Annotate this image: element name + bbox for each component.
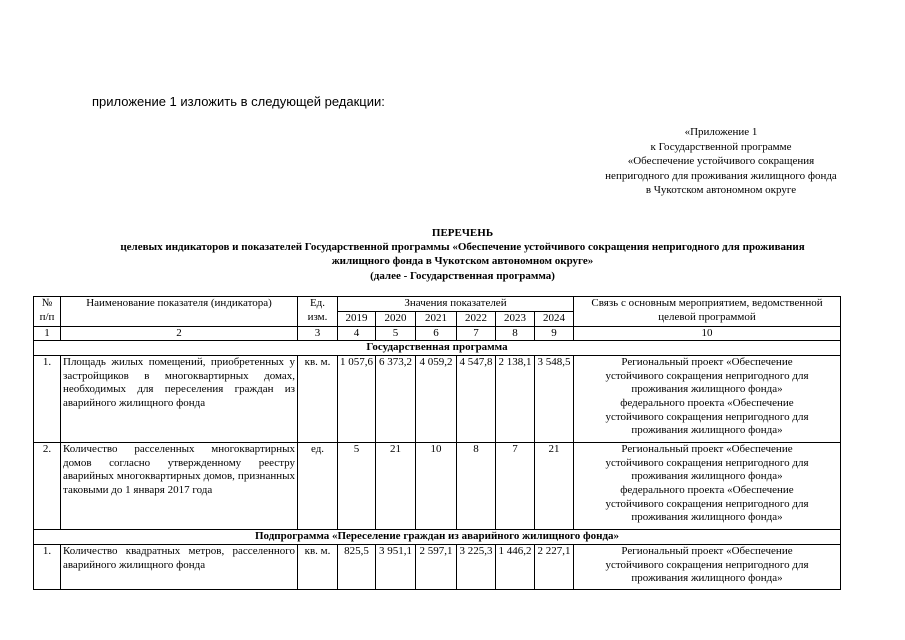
row-value: 4 059,2 bbox=[416, 356, 457, 443]
header-year: 2019 bbox=[338, 312, 376, 327]
row-num: 2. bbox=[34, 443, 61, 530]
row-link-line: проживания жилищного фонда» bbox=[631, 470, 783, 483]
row-link-line: федерального проекта «Обеспечение bbox=[620, 483, 794, 496]
column-number: 8 bbox=[496, 326, 535, 341]
row-link-line: проживания жилищного фонда» bbox=[631, 511, 783, 524]
row-num: 1. bbox=[34, 545, 61, 590]
row-link-line: устойчивого сокращения непригодного для bbox=[605, 456, 809, 469]
column-number: 2 bbox=[61, 326, 298, 341]
row-link bbox=[574, 356, 841, 443]
row-value: 2 138,1 bbox=[496, 356, 535, 443]
row-value: 3 225,3 bbox=[457, 545, 496, 590]
table-row bbox=[34, 545, 841, 590]
row-link-line: Региональный проект «Обеспечение bbox=[621, 443, 793, 456]
intro-text: приложение 1 изложить в следующей редакции: bbox=[92, 94, 385, 109]
row-link-line: устойчивого сокращения непригодного для bbox=[605, 369, 809, 382]
row-value: 10 bbox=[416, 443, 457, 530]
header-row bbox=[34, 297, 841, 312]
row-link-line: Региональный проект «Обеспечение bbox=[621, 545, 793, 558]
row-link-line: устойчивого сокращения непригодного для bbox=[605, 558, 809, 571]
section-row bbox=[34, 530, 841, 545]
row-link-line: проживания жилищного фонда» bbox=[631, 424, 783, 437]
title-heading: ПЕРЕЧЕНЬ bbox=[431, 227, 494, 239]
row-value: 8 bbox=[457, 443, 496, 530]
row-value: 7 bbox=[496, 443, 535, 530]
row-value: 2 597,1 bbox=[416, 545, 457, 590]
header-unit: Ед. изм. bbox=[298, 297, 338, 327]
row-value: 21 bbox=[535, 443, 574, 530]
header-num: № п/п bbox=[34, 297, 61, 327]
column-number: 6 bbox=[416, 326, 457, 341]
appendix-line: «Обеспечение устойчивого сокращения bbox=[627, 155, 815, 168]
section-title-program: Государственная программа bbox=[34, 341, 841, 356]
header-year: 2022 bbox=[457, 312, 496, 327]
column-number: 7 bbox=[457, 326, 496, 341]
table-row bbox=[34, 443, 841, 530]
row-value: 3 548,5 bbox=[535, 356, 574, 443]
title-line: целевых индикаторов и показателей Государственной программы «Обеспечение устойчивого сокращения непригодного для проживания bbox=[120, 241, 805, 254]
column-number: 3 bbox=[298, 326, 338, 341]
title-line: (далее - Государственная программа) bbox=[370, 269, 555, 282]
table-row bbox=[34, 356, 841, 443]
appendix-line: к Государственной программе bbox=[650, 140, 792, 153]
row-unit: ед. bbox=[298, 443, 338, 530]
row-link-line: Региональный проект «Обеспечение bbox=[621, 356, 793, 369]
section-title-subprogram: Подпрограмма «Переселение граждан из аварийного жилищного фонда» bbox=[34, 530, 841, 545]
appendix-line: «Приложение 1 bbox=[684, 126, 758, 138]
row-link bbox=[574, 545, 841, 590]
header-year: 2023 bbox=[496, 312, 535, 327]
appendix-line: непригодного для проживания жилищного фонда bbox=[605, 169, 837, 182]
row-value: 3 951,1 bbox=[376, 545, 416, 590]
row-value: 21 bbox=[376, 443, 416, 530]
row-value: 6 373,2 bbox=[376, 356, 416, 443]
row-unit: кв. м. bbox=[298, 545, 338, 590]
row-link-line: федерального проекта «Обеспечение bbox=[620, 396, 794, 409]
row-value: 825,5 bbox=[338, 545, 376, 590]
appendix-line: в Чукотском автономном округе bbox=[645, 184, 797, 197]
row-unit: кв. м. bbox=[298, 356, 338, 443]
column-number: 10 bbox=[574, 326, 841, 341]
section-row bbox=[34, 341, 841, 356]
row-value: 5 bbox=[338, 443, 376, 530]
row-link-line: проживания жилищного фонда» bbox=[631, 383, 783, 396]
row-value: 4 547,8 bbox=[457, 356, 496, 443]
row-indicator-name: Количество расселенных многоквартирных домов согласно утвержденному реестру аварийных многоквартирных домов, признанных таковыми до 1 января 2017 года bbox=[61, 443, 298, 530]
appendix-header bbox=[560, 125, 882, 198]
row-indicator-name: Количество квадратных метров, расселенного аварийного жилищного фонда bbox=[61, 545, 298, 590]
column-number: 9 bbox=[535, 326, 574, 341]
column-numbers-row bbox=[34, 326, 841, 341]
indicators-table bbox=[33, 296, 841, 590]
document-title bbox=[40, 226, 885, 283]
row-value: 1 446,2 bbox=[496, 545, 535, 590]
row-link-line: проживания жилищного фонда» bbox=[631, 572, 783, 585]
row-link-line: устойчивого сокращения непригодного для bbox=[605, 497, 809, 510]
header-name: Наименование показателя (индикатора) bbox=[61, 297, 298, 327]
header-year: 2024 bbox=[535, 312, 574, 327]
row-num: 1. bbox=[34, 356, 61, 443]
row-link-line: устойчивого сокращения непригодного для bbox=[605, 410, 809, 423]
header-year: 2021 bbox=[416, 312, 457, 327]
column-number: 1 bbox=[34, 326, 61, 341]
row-value: 2 227,1 bbox=[535, 545, 574, 590]
row-indicator-name: Площадь жилых помещений, приобретенных у застройщиков в многоквартирных домах, необходимых для переселения граждан из аварийного жилищного фонда bbox=[61, 356, 298, 443]
row-value: 1 057,6 bbox=[338, 356, 376, 443]
header-year: 2020 bbox=[376, 312, 416, 327]
header-link: Связь с основным мероприятием, ведомственной целевой программой bbox=[574, 297, 841, 327]
title-line: жилищного фонда в Чукотском автономном округе» bbox=[331, 255, 594, 268]
column-number: 5 bbox=[376, 326, 416, 341]
column-number: 4 bbox=[338, 326, 376, 341]
row-link bbox=[574, 443, 841, 530]
header-values: Значения показателей bbox=[338, 297, 574, 312]
